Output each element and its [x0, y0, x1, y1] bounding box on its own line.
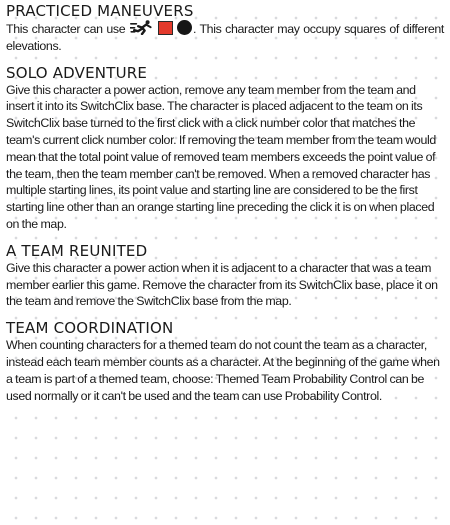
section-title: A TEAM REUNITED	[6, 241, 148, 260]
section-text: When counting characters for a themed team do not count the team as a character, instead each team member counts as a character. At the beginning of the game when a team is part of a themed team, choose: Themed Team Probability Control can be used normally or it can't be used and the team can use Probability Control.	[6, 338, 440, 403]
red-square-icon	[158, 21, 173, 35]
text-before-icons: This character can use	[6, 22, 126, 36]
section-solo-adventure	[6, 65, 444, 233]
section-title: SOLO ADVENTURE	[6, 63, 148, 82]
section-text: Give this character a power action when it is adjacent to a character that was a team member earlier this game. Remove the character from its SwitchClix base, place it on the team and remove the SwitchClix base from the map.	[6, 260, 438, 309]
section-practiced-maneuvers	[6, 3, 444, 55]
running-figure-icon	[130, 20, 154, 35]
section-team-coordination	[6, 320, 444, 404]
section-title: PRACTICED MANEUVERS	[6, 2, 194, 20]
section-text	[6, 20, 444, 55]
section-title: TEAM COORDINATION	[6, 319, 174, 338]
section-a-team-reunited	[6, 243, 444, 310]
black-circle-icon	[177, 20, 192, 35]
section-text: Give this character a power action, remove any team member from the team and insert it into its SwitchClix base. The character is placed adjacent to the team on its SwitchClix base turned to the first click with a click number color that matches the team's current click number color. If removing the team member from the team would mean that the total point value of removed team members exceeds the point value of the team, then the team member can't be removed. When a removed character has multiple starting lines, its point value and starting line are considered to be the first starting line other than an orange starting line preceding the click it is on when placed on the map.	[6, 82, 436, 231]
movement-icons	[130, 20, 192, 35]
text-after-icons: . This character may occupy squares of different elevations.	[6, 22, 445, 53]
